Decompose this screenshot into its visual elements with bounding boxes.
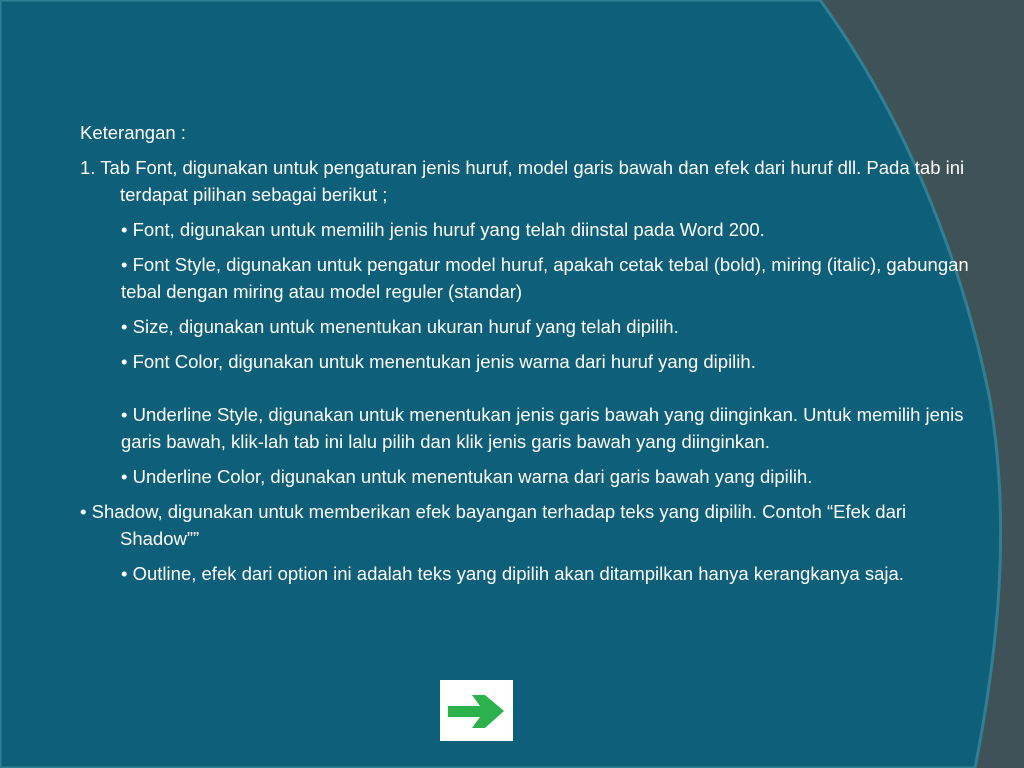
heading-text: Keterangan :	[80, 122, 186, 143]
bullet-outline: • Outline, efek dari option ini adalah teks yang dipilih akan ditampilkan hanya kerangkanya saja.	[121, 563, 904, 584]
bullet-font-style: • Font Style, digunakan untuk pengatur model huruf, apakah cetak tebal (bold), miring (italic), gabungan tebal dengan miring atau model reguler (standar)	[121, 254, 969, 302]
bullet-underline-color: • Underline Color, digunakan untuk menentukan warna dari garis bawah yang dipilih.	[121, 466, 813, 487]
next-slide-button[interactable]	[440, 680, 513, 741]
bullet-size: • Size, digunakan untuk menentukan ukuran huruf yang telah dipilih.	[121, 316, 679, 337]
bullet-underline-style: • Underline Style, digunakan untuk menentukan jenis garis bawah yang diinginkan. Untuk memilih jenis garis bawah, klik-lah tab ini lalu pilih dan klik jenis garis bawah yang diinginkan.	[121, 404, 964, 452]
bullet-font-color: • Font Color, digunakan untuk menentukan jenis warna dari huruf yang dipilih.	[121, 351, 756, 372]
slide-content	[80, 119, 990, 595]
item-tab-font: 1. Tab Font, digunakan untuk pengaturan jenis huruf, model garis bawah dan efek dari huruf dll. Pada tab ini terdapat pilihan sebagai berikut ;	[80, 157, 965, 205]
bullet-shadow: • Shadow, digunakan untuk memberikan efek bayangan terhadap teks yang dipilih. Contoh “Efek dari Shadow””	[80, 501, 907, 549]
right-arrow-icon	[440, 680, 513, 741]
bullet-font: • Font, digunakan untuk memilih jenis huruf yang telah diinstal pada Word 200.	[121, 219, 765, 240]
